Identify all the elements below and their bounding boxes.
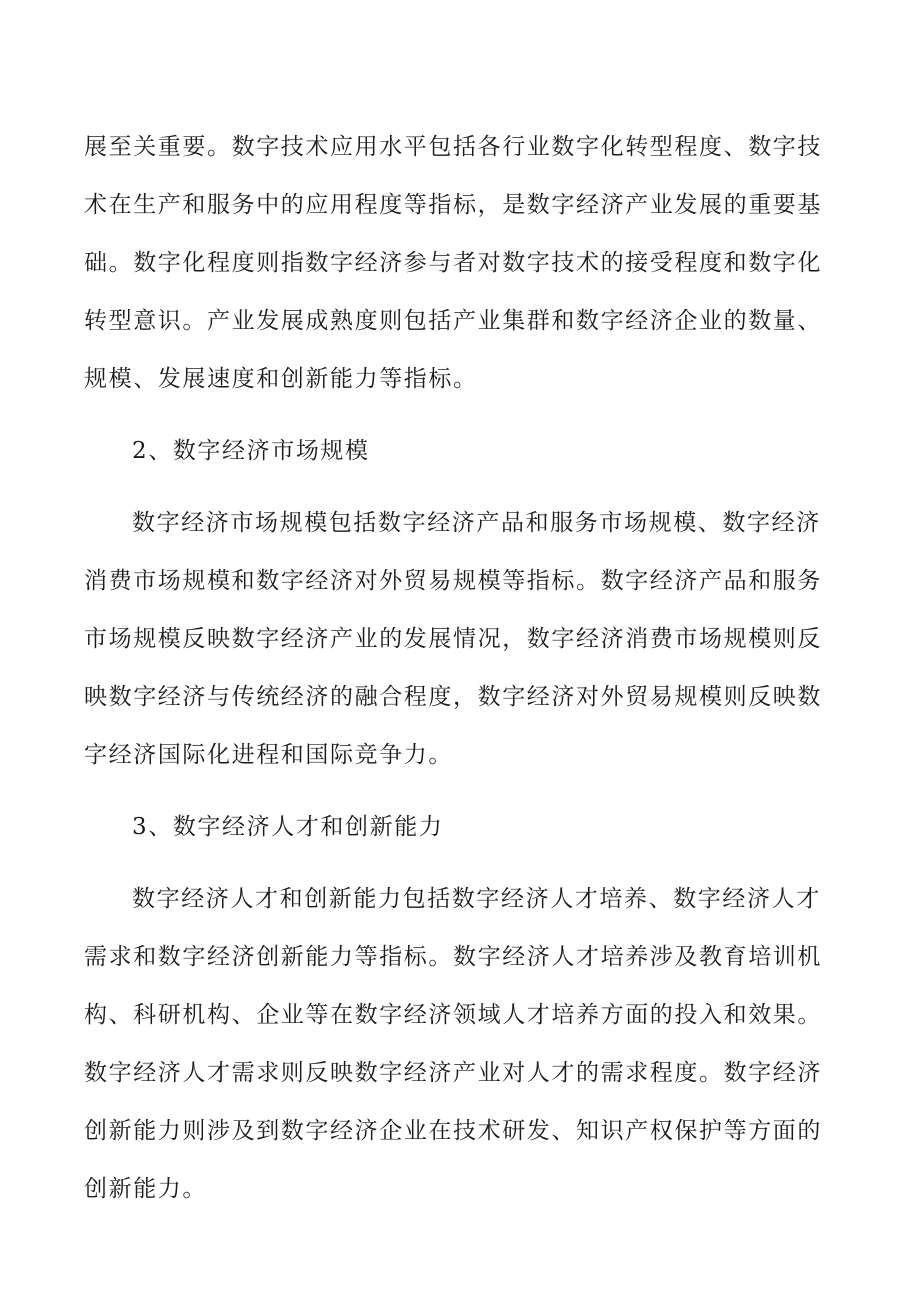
section-heading-talent-innovation: 3、数字经济人才和创新能力 <box>132 814 444 840</box>
document-body <box>84 118 832 1218</box>
spacer <box>84 408 832 422</box>
spacer <box>84 856 832 870</box>
paragraph-talent-innovation: 数字经济人才和创新能力包括数字经济人才培养、数字经济人才需求和数字经济创新能力等指标。数字经济人才培养涉及教育培训机构、科研机构、企业等在数字经济领域人才培养方面的投入和效果。数字经济人才需求则反映数字经济产业对人才的需求程度。数字经济创新能力则涉及到数字经济企业在技术研发、知识产权保护等方面的创新能力。 <box>84 886 822 1202</box>
paragraph-market-scale: 数字经济市场规模包括数字经济产品和服务市场规模、数字经济消费市场规模和数字经济对外贸易规模等指标。数字经济产品和服务市场规模反映数字经济产业的发展情况，数字经济消费市场规模则反映数字经济与传统经济的融合程度，数字经济对外贸易规模则反映数字经济国际化进程和国际竞争力。 <box>84 510 822 768</box>
spacer <box>84 784 832 798</box>
spacer <box>84 480 832 494</box>
section-heading-market-scale: 2、数字经济市场规模 <box>132 438 370 464</box>
paragraph-continuation: 展至关重要。数字技术应用水平包括各行业数字化转型程度、数字技术在生产和服务中的应用程度等指标，是数字经济产业发展的重要基础。数字化程度则指数字经济参与者对数字技术的接受程度和数字化转型意识。产业发展成熟度则包括产业集群和数字经济企业的数量、规模、发展速度和创新能力等指标。 <box>84 134 822 392</box>
